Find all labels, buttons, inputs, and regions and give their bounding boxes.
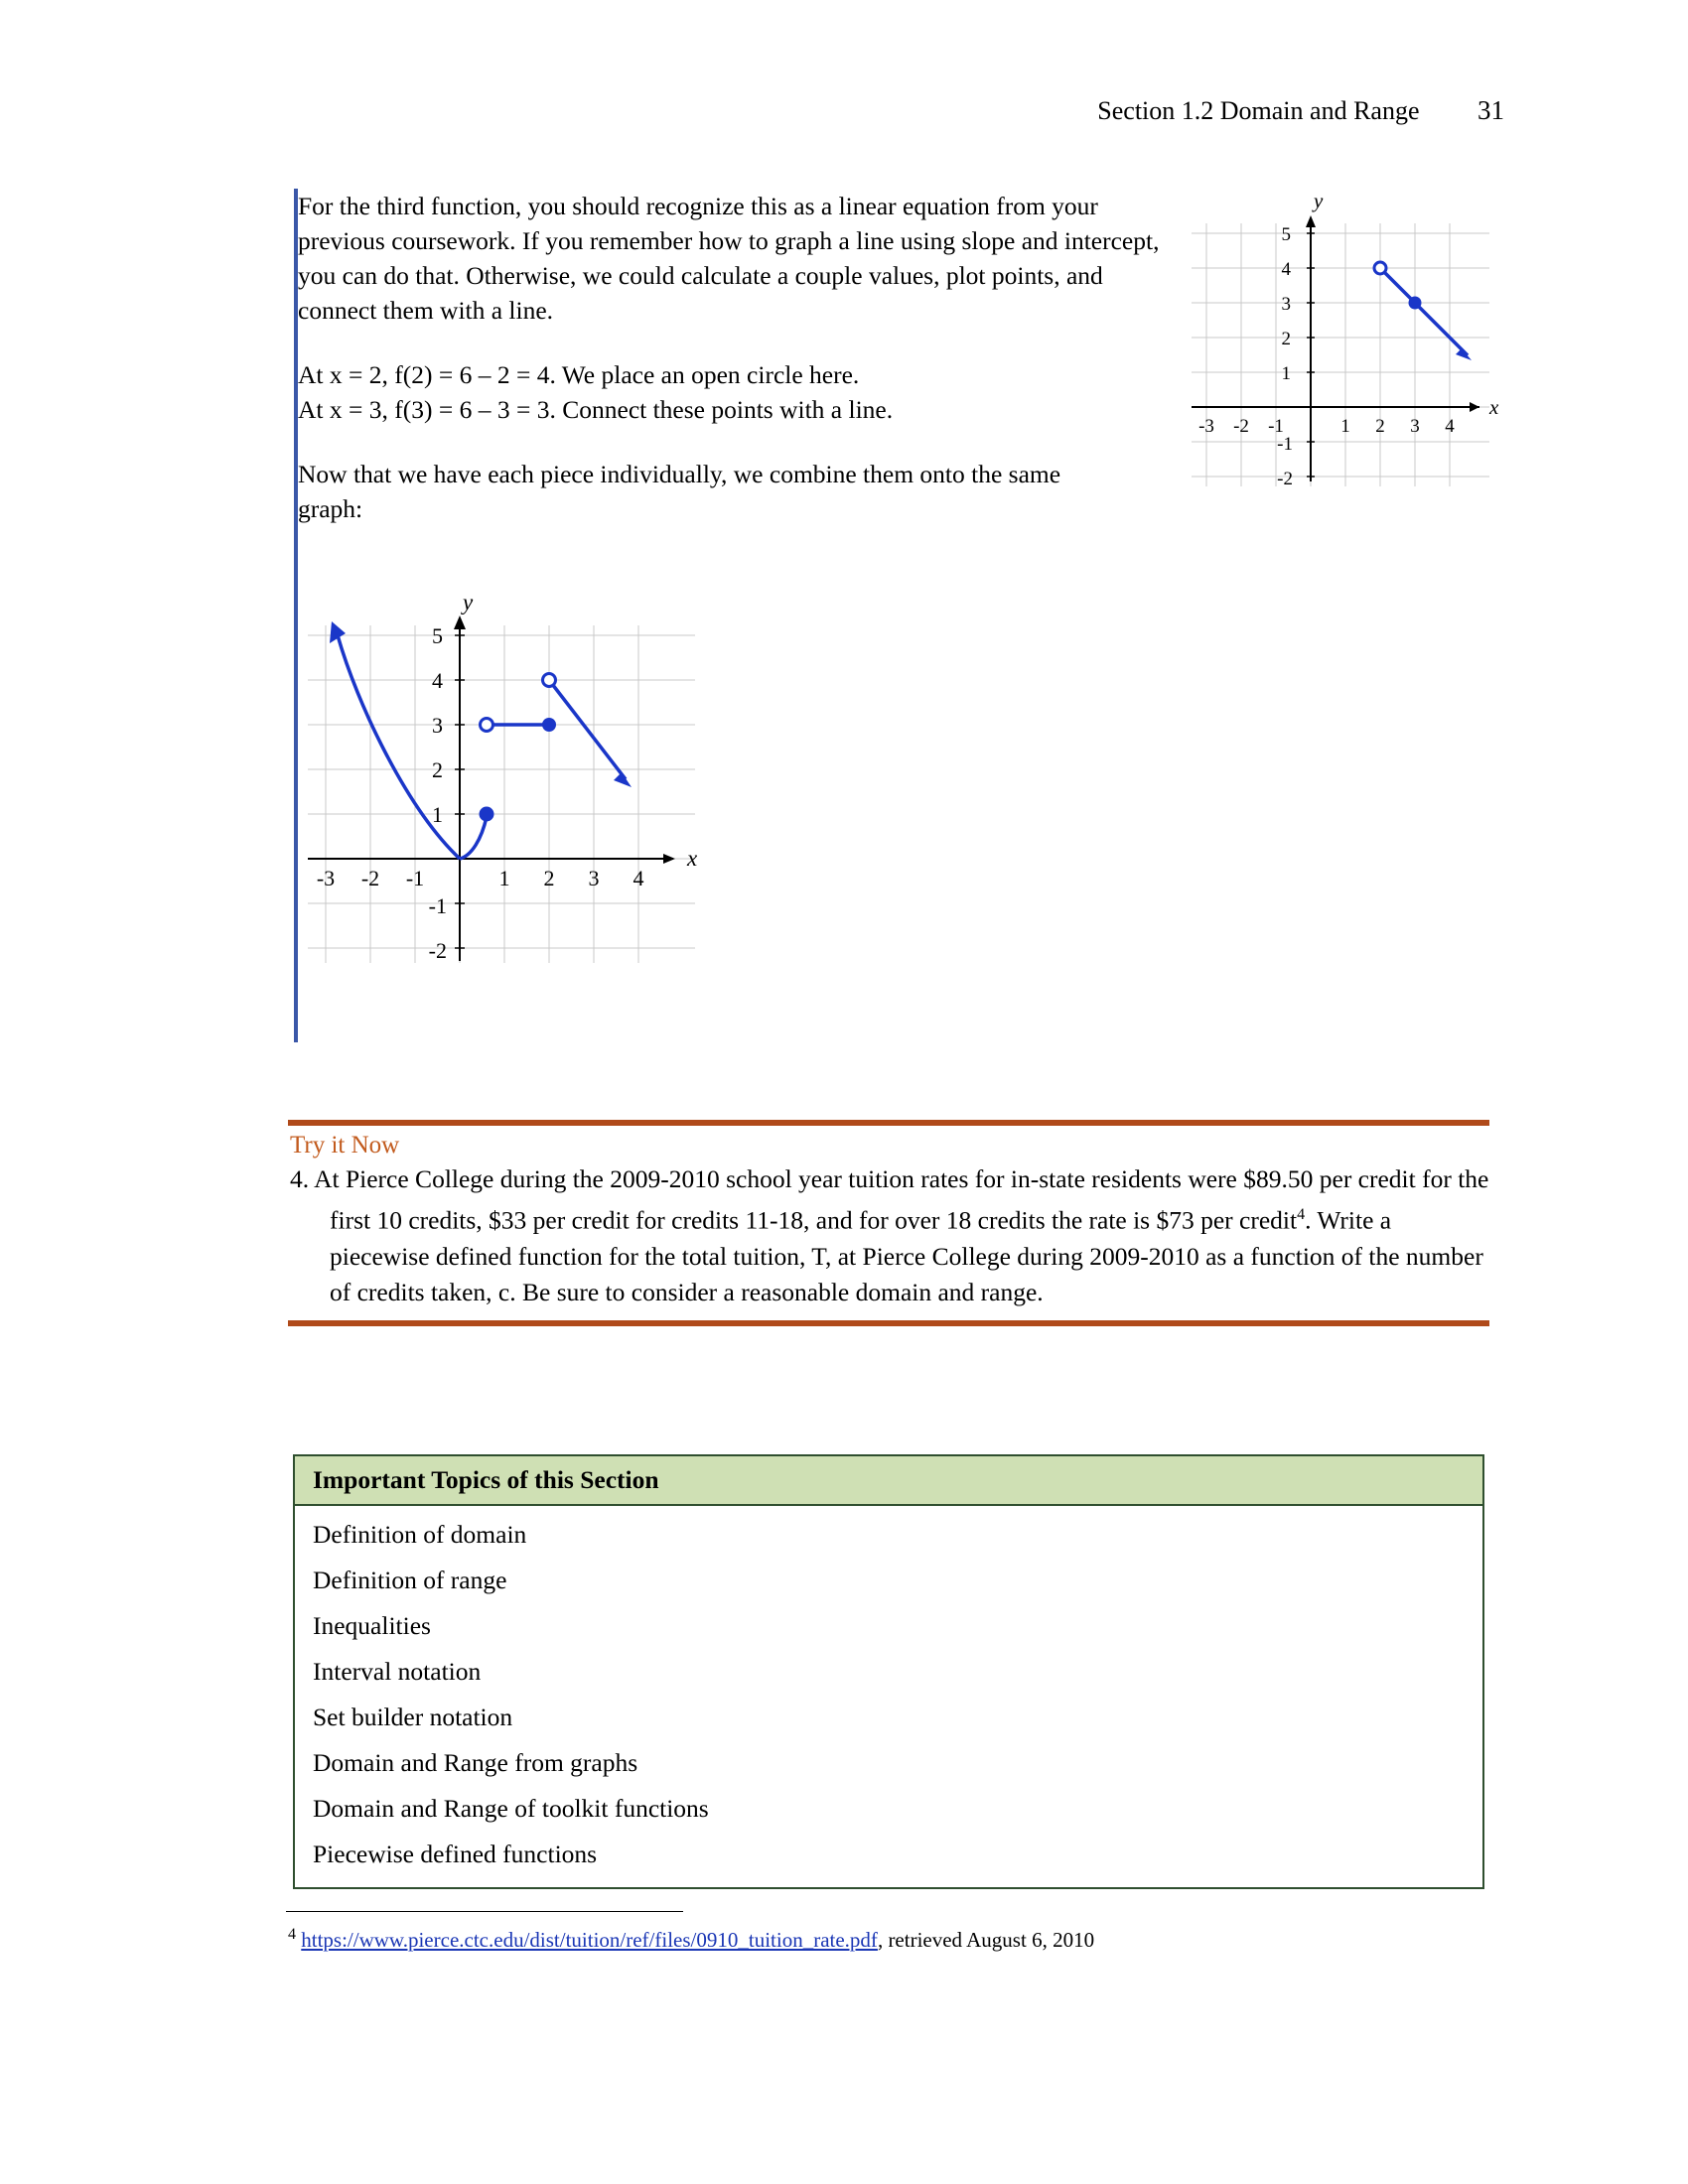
footnote-link[interactable]: https://www.pierce.ctc.edu/dist/tuition/ref/files/0910_tuition_rate.pdf <box>301 1928 878 1952</box>
try-it-now-text: At Pierce College during the 2009-2010 school year tuition rates for in-state residents were $89.50 per credit for the first 10 credits, $33 per credit for credits 11-18, and for over 18 credits the rate is $73 per credit <box>314 1164 1489 1235</box>
y-tick-1: 1 <box>1281 363 1291 384</box>
axes <box>1192 221 1479 481</box>
graph-combined-svg <box>298 596 774 1032</box>
y-tick-neg2: -2 <box>1277 469 1293 489</box>
x-tick-neg3: -3 <box>1198 416 1214 437</box>
line-segment <box>1380 268 1472 360</box>
x-tick-3: 3 <box>588 866 600 890</box>
evaluation-line-x3: At x = 3, f(3) = 6 – 3 = 3. Connect these points with a line. <box>298 395 894 424</box>
grid-lines <box>1192 223 1489 486</box>
list-item: Definition of domain <box>313 1520 527 1549</box>
important-topics-list <box>295 1506 1482 1887</box>
x-tick-4: 4 <box>1445 416 1455 437</box>
paragraph-combine: Now that we have each piece individually, we combine them onto the same graph: <box>298 460 1061 523</box>
list-item: Set builder notation <box>313 1703 513 1731</box>
try-it-now-item <box>288 1161 1489 1310</box>
closed-circle-point <box>1409 297 1422 310</box>
y-tick-5: 5 <box>432 623 443 648</box>
page-header <box>0 95 1688 126</box>
y-axis-arrow <box>454 615 466 629</box>
paragraph-third-function: For the third function, you should recognize this as a linear equation from your previous coursework. If you remember how to graph a line using slope and intercept, you can do that. Otherwise, we could calculate a couple values, plot points, and connect them with a line. <box>298 192 1160 325</box>
axis-tick-labels <box>317 596 698 963</box>
y-axis-arrow <box>1306 215 1316 227</box>
x-tick-2: 2 <box>1375 416 1385 437</box>
list-item: Domain and Range from graphs <box>313 1748 638 1777</box>
try-it-now-box <box>288 1120 1489 1326</box>
open-point-2-4 <box>543 674 556 687</box>
important-topics-heading: Important Topics of this Section <box>295 1456 1482 1506</box>
try-it-now-number: 4. <box>290 1164 310 1193</box>
y-tick-2: 2 <box>1281 329 1291 349</box>
y-tick-neg1: -1 <box>428 893 447 918</box>
x-axis-arrow <box>1470 402 1479 412</box>
y-axis-label: y <box>1314 189 1324 212</box>
x-tick-1: 1 <box>498 866 510 890</box>
footnote-reference: 4 <box>1297 1206 1306 1223</box>
evaluation-lines <box>298 357 1172 427</box>
x-axis-label: x <box>687 846 698 871</box>
y-tick-4: 4 <box>1281 259 1291 280</box>
grid-lines <box>308 625 695 963</box>
x-tick-neg1: -1 <box>1268 416 1284 437</box>
try-it-now-bottom-rule <box>288 1320 1489 1326</box>
y-tick-neg2: -2 <box>428 938 447 963</box>
list-item: Interval notation <box>313 1657 482 1686</box>
x-tick-neg1: -1 <box>405 866 425 890</box>
y-tick-neg1: -1 <box>1277 434 1293 455</box>
axes <box>308 623 673 961</box>
decreasing-line <box>549 680 632 787</box>
footnote-suffix: , retrieved August 6, 2010 <box>877 1928 1095 1952</box>
y-tick-4: 4 <box>432 668 443 693</box>
try-it-now-body <box>288 1161 1489 1320</box>
footnote-separator <box>286 1911 683 1912</box>
list-item: Definition of range <box>313 1566 507 1594</box>
list-item: Inequalities <box>313 1611 431 1640</box>
x-tick-neg2: -2 <box>1233 416 1249 437</box>
open-point-0-3 <box>481 719 493 732</box>
y-tick-3: 3 <box>432 713 443 738</box>
y-tick-5: 5 <box>1281 224 1291 245</box>
footnote-marker: 4 <box>288 1926 296 1943</box>
y-tick-1: 1 <box>432 802 443 827</box>
try-it-now-text-cont: . Write a piecewise defined function for the total tuition, T, at Pierce College during 2009-2010 as a function of the number of credits taken, c. Be sure to consider a reasonable domain and range. <box>330 1205 1483 1306</box>
evaluation-line-x2: At x = 2, f(2) = 6 – 2 = 4. We place an open circle here. <box>298 360 860 389</box>
page-number: 31 <box>1477 95 1504 125</box>
list-item: Domain and Range of toolkit functions <box>313 1794 709 1823</box>
list-item: Piecewise defined functions <box>313 1840 598 1868</box>
x-tick-3: 3 <box>1410 416 1420 437</box>
open-circle-point <box>1374 262 1386 274</box>
graph-combined-piecewise <box>298 596 774 1032</box>
footnote <box>288 1926 1479 1953</box>
x-tick-neg3: -3 <box>316 866 336 890</box>
graph-linear-piece-svg <box>1182 184 1509 541</box>
closed-point-1-3 <box>542 718 556 732</box>
try-it-now-title: Try it Now <box>290 1132 400 1159</box>
curve-to-point <box>460 817 487 859</box>
important-topics-table <box>293 1454 1484 1889</box>
graph-linear-piece <box>1182 184 1509 541</box>
x-tick-2: 2 <box>543 866 555 890</box>
x-tick-neg2: -2 <box>360 866 380 890</box>
x-axis-label: x <box>1489 395 1499 419</box>
y-tick-2: 2 <box>432 757 443 782</box>
y-tick-3: 3 <box>1281 294 1291 315</box>
x-axis-arrow <box>663 854 675 864</box>
x-tick-1: 1 <box>1340 416 1350 437</box>
header-section-title: Section 1.2 Domain and Range <box>1097 96 1420 125</box>
y-axis-label: y <box>463 596 474 614</box>
x-tick-4: 4 <box>633 866 644 890</box>
closed-point-0-1 <box>480 807 494 822</box>
